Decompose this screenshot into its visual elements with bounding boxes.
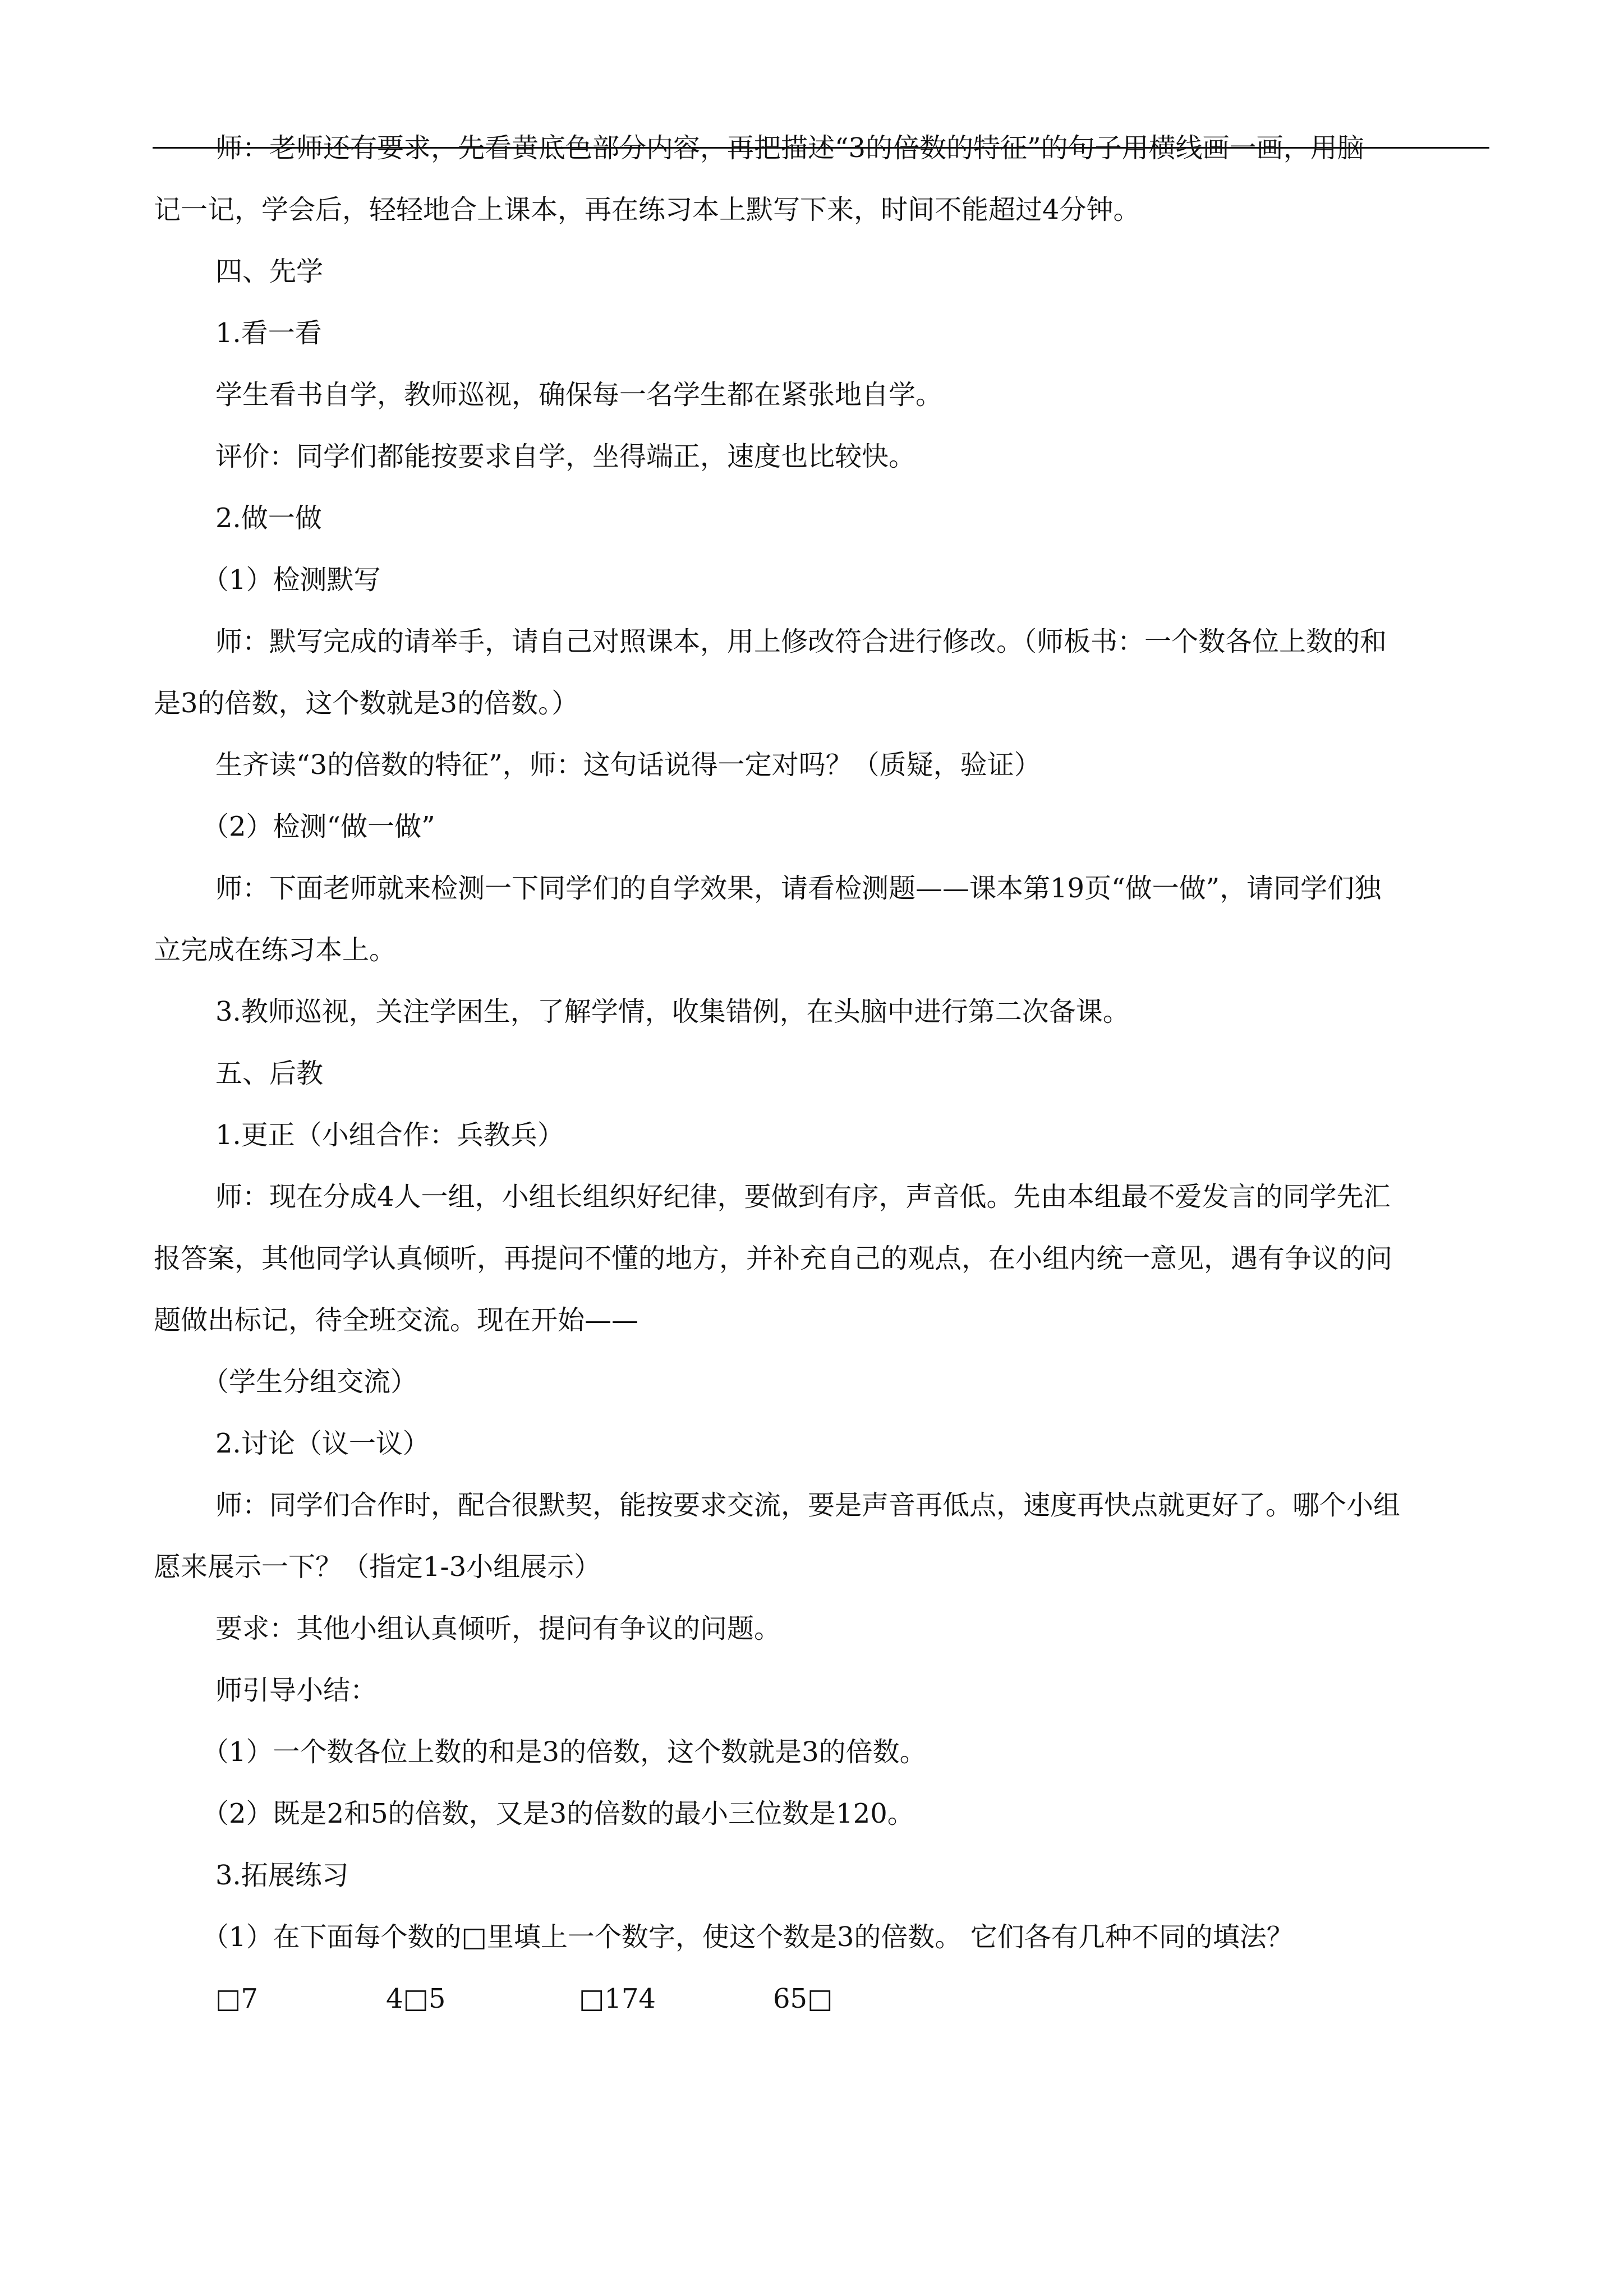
paragraph-teacher-requirement-line1: 师：老师还有要求，先看黄底色部分内容，再把描述“3的倍数的特征”的句子用横线画一画，用脑 [215,132,1364,164]
step-discussion: 2.讨论（议一议） [215,1428,430,1459]
paragraph-check-line2: 立完成在练习本上。 [154,934,397,966]
summary-point-1: （1）一个数各位上数的和是3的倍数，这个数就是3的倍数。 [202,1736,927,1768]
paragraph-group-line3: 题做出标记，待全班交流。现在开始—— [154,1304,639,1336]
exercise-blank-item: 4□5 [386,1983,446,2014]
step-do: 2.做一做 [215,502,322,534]
step-correction: 1.更正（小组合作：兵教兵） [215,1119,564,1151]
paragraph-group-line2: 报答案，其他同学认真倾听，再提问不懂的地方，并补充自己的观点，在小组内统一意见，遇有争议的问 [154,1243,1393,1274]
summary-point-2: （2）既是2和5的倍数，又是3的倍数的最小三位数是120。 [202,1798,914,1829]
paragraph-summary-heading: 师引导小结： [215,1675,378,1706]
step-look: 1.看一看 [215,317,322,349]
exercise-instruction: （1）在下面每个数的□里填上一个数字，使这个数是3的倍数。 它们各有几种不同的填法？ [202,1921,1294,1953]
paragraph-teacher-requirement-line2: 记一记，学会后，轻轻地合上课本，再在练习本上默写下来，时间不能超过4分钟。 [154,194,1140,225]
paragraph-group-line1: 师：现在分成4人一组，小组长组织好纪律，要做到有序，声音低。先由本组最不爱发言的同学先汇 [215,1181,1391,1212]
exercise-blank-item: 65□ [773,1983,833,2014]
exercise-blank-row [215,1981,1001,2017]
section-heading-xianxue: 四、先学 [215,256,324,287]
paragraph-requirement: 要求：其他小组认真倾听，提问有争议的问题。 [215,1613,781,1644]
exercise-blank-item: □7 [215,1983,258,2014]
paragraph-discussion-line1: 师：同学们合作时，配合很默契，能按要求交流，要是声音再低点，速度再快点就更好了。哪个小组 [215,1490,1401,1521]
section-heading-houjiao: 五、后教 [215,1058,324,1089]
paragraph-discussion-line2: 愿来展示一下？（指定1-3小组展示） [154,1551,601,1583]
paragraph-read-aloud: 生齐读“3的倍数的特征”，师：这句话说得一定对吗？（质疑，验证） [215,749,1041,781]
paragraph-dictation-line2: 是3的倍数，这个数就是3的倍数。） [154,688,579,719]
step-teacher-patrol: 3.教师巡视，关注学困生，了解学情，收集错例，在头脑中进行第二次备课。 [215,996,1130,1027]
step-extension-practice: 3.拓展练习 [215,1860,349,1891]
subheading-dictation: （1）检测默写 [202,564,381,596]
paragraph-self-study: 学生看书自学，教师巡视，确保每一名学生都在紧张地自学。 [215,379,943,411]
paragraph-evaluation: 评价：同学们都能按要求自学，坐得端正，速度也比较快。 [215,441,916,472]
exercise-blank-item: □174 [579,1983,656,2014]
paragraph-dictation-line1: 师：默写完成的请举手，请自己对照课本，用上修改符合进行修改。（师板书：一个数各位上数的和 [215,626,1387,657]
note-group-exchange: （学生分组交流） [202,1366,418,1398]
paragraph-check-line1: 师：下面老师就来检测一下同学们的自学效果，请看检测题——课本第19页“做一做”，请同学们独 [215,873,1382,904]
subheading-check-exercise: （2）检测“做一做” [202,811,435,842]
